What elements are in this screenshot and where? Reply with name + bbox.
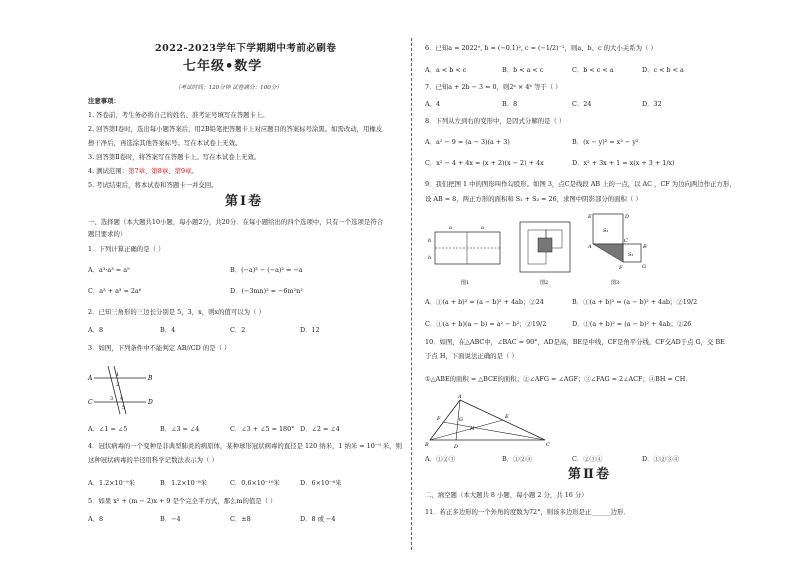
note-5: 5. 考试结束后，将本试卷和答题卡一并交回。: [88, 181, 218, 189]
q10-option-a: A．①②③: [425, 455, 456, 463]
q8-option-c: C．x² − 4 + 4x = (x + 2)(x − 2) + 4x: [425, 159, 544, 167]
q4-stem-b: 这种冠状病毒的半径用科学记数法表示为（ ）: [88, 456, 218, 464]
q3-stem: 3．如图，下列条件中不能判定 AB//CD 的是（ ）: [88, 344, 231, 352]
q9-figures: [425, 212, 665, 292]
note-3: 3. 回答第Ⅱ卷时，将答案写在答题卡上。写在本试卷上无效。: [88, 153, 261, 161]
q10-label-g: G: [459, 417, 463, 423]
q10-stem-a: 10．如图，在△ABC中，∠BAC = 90°，AD是高，BE是中线，CF是角平分线，CF交AD于点 G，交 BE: [425, 338, 725, 346]
q1-option-a: A．a³·a³ = a⁹: [88, 266, 130, 274]
q3-label-c: C: [88, 399, 93, 406]
q3-angle-3: 3: [110, 396, 114, 402]
q10-option-d: D．①②③④: [642, 455, 680, 463]
q10-label-c: C: [546, 442, 550, 448]
q10-option-c: C．②③④: [572, 455, 603, 463]
q11-stem: 11．若正多边形的一个外角的度数为72°，则该多边形是正______边形．: [425, 508, 630, 516]
q2-option-a: A．8: [88, 326, 104, 334]
part2-intro: 二、填空题（本大题共 8 小题，每小题 2 分，共 16 分）: [425, 491, 588, 499]
q9-fig1-a-2: a: [481, 225, 484, 231]
q9-figure-2: [520, 222, 570, 286]
q9-caption-1: 图1: [461, 280, 470, 286]
q3-angle-2: 2: [116, 382, 120, 388]
q1-option-c: C．a³ + a³ = 2a⁶: [88, 287, 142, 295]
q8-option-a: A．a² − 9 = (a − 3)(a + 3): [425, 138, 510, 146]
q4-option-a: A．1.2×10⁻⁹米: [88, 479, 135, 487]
note-4: 4. 测试范围：第7章、第8章、第9章。: [88, 167, 198, 175]
q2-option-d: D．12: [300, 326, 320, 334]
note-2a: 2. 回答第Ⅰ卷时，选出每小题答案后，用2B铅笔把答题卡上对应题目的答案标号涂黑。如需改动，用橡皮: [88, 125, 383, 133]
q8-stem: 8．下列从左到右的变形中，是因式分解的是（ ）: [425, 117, 566, 125]
q4-option-d: D．6×10⁻⁸米: [300, 479, 342, 487]
q9-option-c: C．①(a + b)(a − b) = a² − b²；②19/2: [425, 320, 547, 328]
q9-fig1-a-1: a: [449, 225, 452, 231]
q3-label-a: A: [88, 375, 93, 382]
q2-stem: 2．已知三角形的三边长分别是 5，3，x，则x的值可以为（ ）: [88, 308, 265, 316]
q9-fig3-g: G: [642, 264, 646, 270]
q3-angle-4: 4: [120, 396, 124, 402]
q10-option-b: B．①②④: [502, 455, 533, 463]
q10-label-a: A: [458, 394, 462, 400]
q4-option-b: B．1.2×10⁻⁸米: [160, 479, 208, 487]
q10-label-e: E: [505, 414, 509, 420]
notes-heading: 注意事项：: [88, 97, 120, 105]
q10-label-d: D: [454, 444, 459, 450]
q3-label-d: D: [148, 399, 153, 406]
q3-angle-1: 1: [116, 372, 120, 378]
q5-stem: 5．如果 x² + (m − 2)x + 9 是个完全平方式，那么m的值是（ ）: [88, 497, 277, 505]
q6-option-d: D．c < b < a: [642, 66, 684, 74]
q6-option-b: B．b < a < c: [502, 66, 544, 74]
q9-fig3-d: D: [625, 214, 630, 220]
q9-fig1-b-1: b: [428, 238, 432, 244]
q5-option-d: D．8 或 −4: [300, 515, 336, 523]
q5-option-c: C．±8: [230, 515, 251, 523]
q6-option-c: C．b < c < a: [572, 66, 614, 74]
q7-option-b: B．8: [502, 100, 518, 108]
part1-intro-b: 题目要求的）: [88, 230, 127, 238]
exam-meta: （考试时间：120分钟 试卷满分：100分）: [175, 85, 283, 91]
q8-option-d: D．x² + 3x + 1 = x(x + 3 + 1/x): [572, 159, 675, 167]
q7-option-a: A．4: [425, 100, 441, 108]
q9-fig1-b-2: b: [428, 255, 432, 261]
exam-title: 2022-2023学年下学期期中考前必刷卷: [155, 43, 337, 54]
q7-option-c: C．24: [572, 100, 592, 108]
q9-fig3-a: A: [588, 244, 592, 250]
q1-option-d: D．(−3mn)² = −6m²n²: [230, 287, 303, 295]
q3-parallel-lines-figure: [86, 360, 156, 416]
q3-option-d: D．∠2 = ∠4: [300, 425, 340, 433]
q9-figure-1: [428, 225, 500, 286]
note-1: 1. 答卷前，考生务必将自己的姓名、准考证号填写在答题卡上。: [88, 111, 269, 119]
q10-label-f: F: [437, 416, 441, 422]
q9-stem-a: 9．我们把图 1 中的图形叫作勾股形。如图 3，点C是线段 AB 上的一点，以 AC ，CF 为边向两边作正方形，: [425, 180, 736, 188]
q9-caption-2: 图2: [540, 280, 549, 286]
q9-fig3-f: F: [619, 265, 623, 271]
q1-stem: 1．下列计算正确的是（ ）: [88, 245, 165, 253]
right-column: [410, 0, 794, 562]
q9-option-a: A．①(a + b)² = (a − b)² + 4ab；②24: [425, 298, 544, 306]
q10-stem-b: 于点 H，下面说法正确的是（ ）: [425, 352, 518, 360]
q10-label-b: B: [425, 442, 429, 448]
q5-option-a: A．8: [88, 515, 104, 523]
q8-option-b: B．(x − y)² = x² − y²: [572, 138, 639, 146]
q4-option-c: C．0.6×10⁻¹⁰米: [230, 479, 280, 487]
q10-triangle-figure: [425, 392, 555, 452]
q7-stem: 7．已知a + 2b − 3 = 0，则2ᵃ × 4ᵇ 等于（ ）: [425, 83, 562, 91]
part1-title: 第Ⅰ卷: [225, 194, 264, 209]
q3-label-b: B: [148, 375, 153, 382]
q9-fig3-e: E: [588, 214, 592, 220]
q9-option-d: D．①(a + b)² = (a − b)² + 4ab；②26: [572, 320, 692, 328]
q6-option-a: A．a < b < c: [425, 66, 467, 74]
test-scope: 第7章、第8章、第9章: [128, 167, 192, 175]
q10-label-h: H: [470, 426, 475, 432]
q9-option-b: B．①(a + b)² = (a − b)² + 4ab；②19/2: [572, 298, 698, 306]
q3-angle-5: 5: [122, 405, 126, 411]
exam-subtitle: 七年级•数学: [183, 59, 263, 74]
q2-option-c: C．2: [230, 326, 246, 334]
q10-stem-c: ①△ABE的面积 = △BCE的面积；②∠AFG = ∠AGF；③∠FAG = 2∠ACF；④BH = CH．: [425, 375, 692, 383]
q5-option-b: B．−4: [160, 515, 181, 523]
q9-figure-3: [587, 214, 647, 286]
part1-intro-a: 一、选择题（本大题共10小题，每小题2分，共20分．在每小题给出的四个选项中，只有一个选项是符合: [88, 218, 384, 226]
q3-option-a: A．∠1 = ∠5: [88, 425, 128, 433]
q3-option-c: C．∠3 + ∠5 = 180°: [230, 425, 295, 433]
part2-title: 第Ⅱ卷: [568, 467, 611, 482]
note-2b: 擦干净后，再选涂其他答案标号。写在本试卷上无效。: [88, 139, 242, 147]
q6-stem: 6．已知a = 2022⁰, b = (−0.1)², c = (−1/2)⁻²，则a、b、c 的大小关系为（ ）: [425, 44, 657, 52]
q9-fig3-b: B: [643, 244, 647, 250]
q9-fig3-s2: S₂: [628, 252, 634, 258]
q9-stem-b: 设 AB = 8，两正方形的面积和 S₁ + S₂ = 26，求图中阴影部分的面积（ ）: [425, 195, 642, 203]
q1-option-b: B．(−a)³ − (−a)² = −a: [230, 266, 303, 274]
q3-option-b: B．∠3 = ∠4: [160, 425, 200, 433]
q7-option-d: D．32: [642, 100, 662, 108]
q9-fig3-c: C: [624, 238, 628, 244]
q9-caption-3: 图3: [611, 280, 620, 286]
q4-stem-a: 4．冠状病毒的一个变种是非典型肺炎的病原体，某种球形冠状病毒的直径是 120 纳米，1 纳米 = 10⁻⁹ 米，则: [88, 442, 402, 450]
q2-option-b: B．4: [160, 326, 176, 334]
q9-fig3-s1: S₁: [603, 228, 609, 234]
